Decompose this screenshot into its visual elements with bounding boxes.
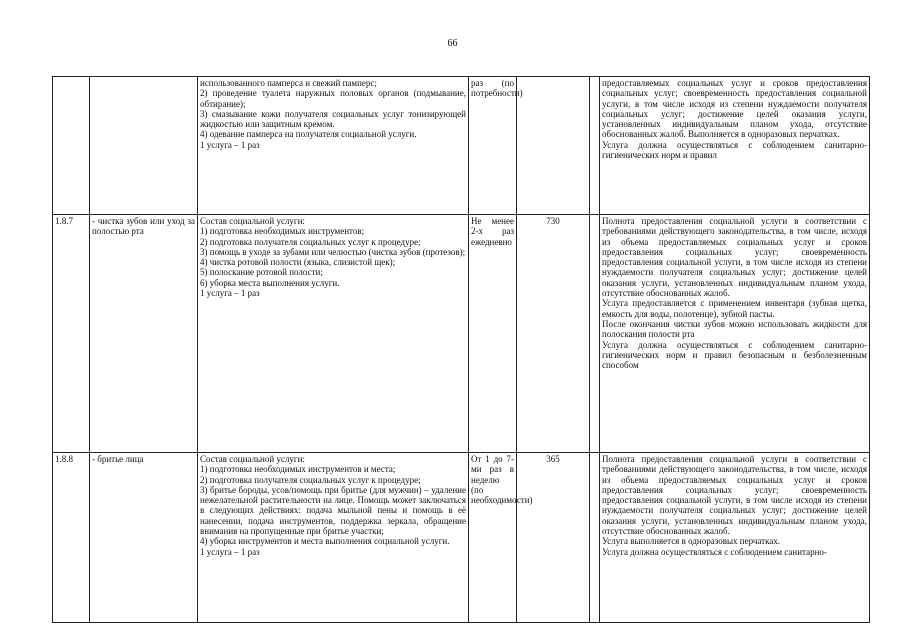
quality-line: Услуга предоставляется с применением инвентаря (зубная щетка, емкость для воды, полотенце), зубной пасты.	[602, 298, 870, 319]
page-number: 66	[447, 38, 458, 49]
content-line: Состав социальной услуги:	[200, 454, 305, 464]
table-row	[53, 453, 870, 623]
service-number-cell	[53, 77, 90, 215]
content-line: 1 услуга – 1 раз	[200, 546, 260, 557]
service-period-cell: раз (по потребности)	[469, 77, 517, 215]
table-row	[53, 77, 870, 215]
content-line: 1) подготовка необходимых инструментов и места;	[200, 464, 396, 475]
service-name-cell: - бритье лица	[90, 453, 198, 623]
content-line: 3) бритье бороды, усов/помощь при бритье (для мужчин) – удаление нежелательной растительности на лице. Помощь может заключаться в следующих действиях: подача мыльной пены и помощь в её нанесении, подача инструментов, поддержка зеркала, обращение внимания на пропущенные при бритье участки;	[200, 484, 469, 537]
table-row	[53, 215, 870, 453]
service-number-cell: 1.8.7	[53, 215, 90, 453]
service-tariff-cell	[517, 77, 590, 215]
content-line: 5) полоскание ротовой полости;	[200, 267, 323, 278]
service-number-cell: 1.8.8	[53, 453, 90, 623]
service-period-cell: От 1 до 7-ми раз в неделю (по необходимости)	[469, 453, 517, 623]
content-line: 4) одевание памперса на получателя социальной услуги.	[200, 129, 417, 140]
service-quality-cell	[600, 77, 870, 215]
service-content-cell	[198, 453, 469, 623]
service-quality-cell	[600, 215, 870, 453]
service-tariff-cell: 730	[517, 215, 590, 453]
quality-line: Услуга должна осуществляться с соблюдением санитарно-гигиенических норм и правил	[602, 139, 867, 161]
quality-line: Полнота предоставления социальной услуги в соответствии с требованиями действующего законодательства, в том числе, исходя из объема предоставляемых социальных услуг и сроков предоставления социальных услуг; своевременность предоставления социальной услуги, в том числе исходя из степени нуждаемости получателя социальных услуг; достижение целей оказания услуги, установленных индивидуальным планом ухода, отсутствие обоснованных жалоб.	[602, 454, 870, 537]
content-line: 4) чистка ротовой полости (языка, слизистой щек);	[200, 257, 396, 268]
content-line: 2) проведение туалета наружных половых органов (подмывание, обтирание);	[200, 88, 469, 109]
quality-line: После окончания чистки зубов можно использовать жидкости для полоскания полости рта	[602, 318, 870, 340]
content-line: 2) подготовка получателя социальных услуг к процедуре;	[200, 474, 421, 485]
content-line: 1 услуга – 1 раз	[200, 288, 260, 299]
content-line: 1) подготовка необходимых инструментов;	[200, 226, 365, 237]
quality-line: Услуга должна осуществляться с соблюдением санитарно-	[602, 546, 827, 557]
service-name-cell: - чистка зубов или уход за полостью рта	[90, 215, 198, 453]
spacer-cell	[590, 453, 600, 623]
service-quality-cell	[600, 453, 870, 623]
service-content-cell	[198, 215, 469, 453]
service-content-cell	[198, 77, 469, 215]
service-tariff-cell: 365	[517, 453, 590, 623]
service-period-cell: Не менее 2-х раз ежедневно	[469, 215, 517, 453]
quality-line: предоставляемых социальных услуг и сроков предоставления социальных услуг; своевременность предоставления социальной услуги, в том числе исходя из степени нуждаемости получателя социальных услуг; достижение целей оказания услуги, установленных индивидуальным планом ухода, отсутствие обоснованных жалоб. Выполняется в одноразовых перчатках.	[602, 78, 870, 140]
content-line: 4) уборка инструментов и места выполнения социальной услуги.	[200, 536, 450, 547]
content-line: 1 услуга – 1 раз	[200, 139, 260, 150]
quality-line: Услуга должна осуществляться с соблюдением санитарно-гигиенических норм и правил безопасным и безболезненным способом	[602, 339, 870, 371]
service-name-cell	[90, 77, 198, 215]
quality-line: Полнота предоставления социальной услуги в соответствии с требованиями действующего законодательства, в том числе, исходя из объема предоставляемых социальных услуг и сроков предоставления социальных услуг; своевременность предоставления социальной услуги, в том числе исходя из степени нуждаемости получателя социальных услуг; достижение целей оказания услуги, установленных индивидуальным планом ухода, отсутствие обоснованных жалоб.	[602, 216, 870, 299]
spacer-cell	[590, 77, 600, 215]
content-line: 2) подготовка получателя социальных услуг к процедуре;	[200, 236, 421, 247]
quality-line: Услуга выполняется в одноразовых перчатках.	[602, 536, 781, 547]
content-line: Состав социальной услуги:	[200, 216, 305, 226]
spacer-cell	[590, 215, 600, 453]
content-line: 3) смазывание кожи получателя социальных услуг тонизирующей жидкостью или защитным кремом.	[200, 108, 469, 130]
content-line: 3) помощь в уходе за зубами или челюстью (чистка зубов (протезов);	[200, 246, 466, 257]
content-line: использованного памперса и свежий памперс;	[200, 78, 377, 88]
content-line: 6) уборка места выполнения услуги.	[200, 277, 340, 288]
services-table	[52, 76, 870, 623]
